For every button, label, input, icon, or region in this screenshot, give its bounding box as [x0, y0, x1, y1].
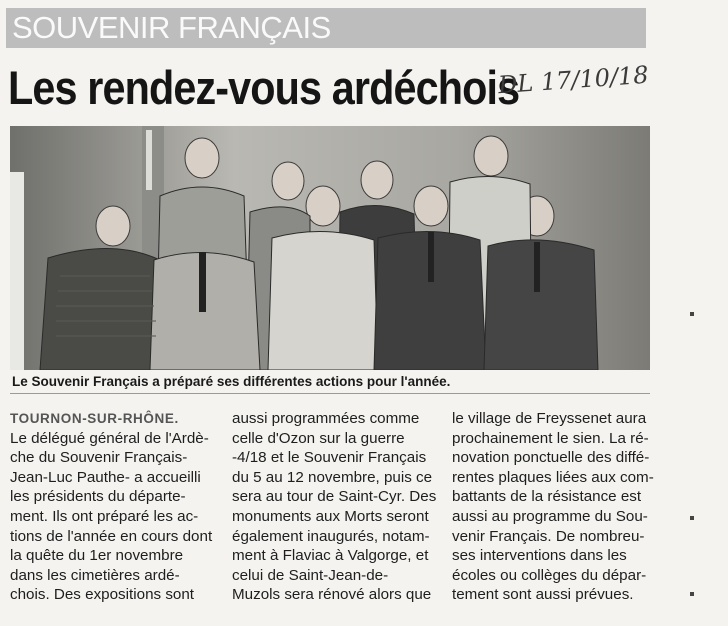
- caption-divider: [10, 393, 650, 394]
- photo-caption: Le Souvenir Français a préparé ses différentes actions pour l'année.: [12, 374, 451, 389]
- group-photo-illustration: [10, 126, 650, 370]
- article-line: les présidents du départe-: [10, 488, 186, 506]
- article-line: celui de Saint-Jean-de-: [232, 566, 389, 584]
- article-line: tions de l'année en cours dont: [10, 527, 213, 545]
- article-line: rentes plaques liées aux com-: [452, 468, 654, 486]
- article-line: celle d'Ozon sur la guerre: [232, 429, 405, 447]
- article-dateline: TOURNON-SUR-RHÔNE.: [10, 411, 179, 426]
- article-line: écoles ou collèges du dépar-: [452, 566, 647, 584]
- article-line: dans les cimetières ardé-: [10, 566, 180, 584]
- article-line: che du Souvenir Français-: [10, 449, 188, 467]
- scan-mark: [690, 592, 694, 596]
- article-line: prochainement le sien. La ré-: [452, 429, 649, 447]
- article-column-2: [232, 409, 436, 605]
- article-line: tement sont aussi prévues.: [452, 586, 634, 604]
- group-photo: [10, 126, 650, 370]
- article-line: aussi programmées comme: [232, 410, 420, 427]
- article-line: chois. Des expositions sont: [10, 586, 195, 604]
- article-line: le village de Freyssenet aura: [452, 410, 647, 427]
- article-line: monuments aux Morts seront: [232, 507, 429, 525]
- article-line: battants de la résistance est: [452, 488, 642, 506]
- article-line: Jean-Luc Pauthe- a accueilli: [10, 468, 201, 486]
- headline: Les rendez-vous ardéchois: [8, 61, 520, 114]
- article-line: du 5 au 12 novembre, puis ce: [232, 468, 433, 486]
- article-line: ses interventions dans les: [452, 547, 627, 565]
- section-label: SOUVENIR FRANÇAIS: [12, 10, 331, 45]
- article-line: aussi au programme du Sou-: [452, 507, 648, 525]
- handwritten-note: DL 17/10/18: [497, 60, 650, 100]
- article-line: la quête du 1er novembre: [10, 547, 184, 565]
- article-line: ment à Flaviac à Valgorge, et: [232, 547, 429, 565]
- section-band: [6, 8, 646, 48]
- scan-mark: [690, 516, 694, 520]
- article-line: novation ponctuelle des diffé-: [452, 449, 650, 467]
- article-line: -4/18 et le Souvenir Français: [232, 449, 427, 467]
- article-line: Muzols sera rénové alors que: [232, 586, 432, 604]
- article-line: sera au tour de Saint-Cyr. Des: [232, 488, 436, 506]
- article-column-3: [452, 409, 658, 605]
- article-line: également inaugurés, notam-: [232, 527, 430, 545]
- article-column-1: [10, 409, 216, 605]
- article-line: Le délégué général de l'Ardè-: [10, 429, 209, 447]
- article-line: venir Français. De nombreu-: [452, 527, 645, 545]
- scan-mark: [690, 312, 694, 316]
- article-line: ment. Ils ont préparé les ac-: [10, 507, 199, 525]
